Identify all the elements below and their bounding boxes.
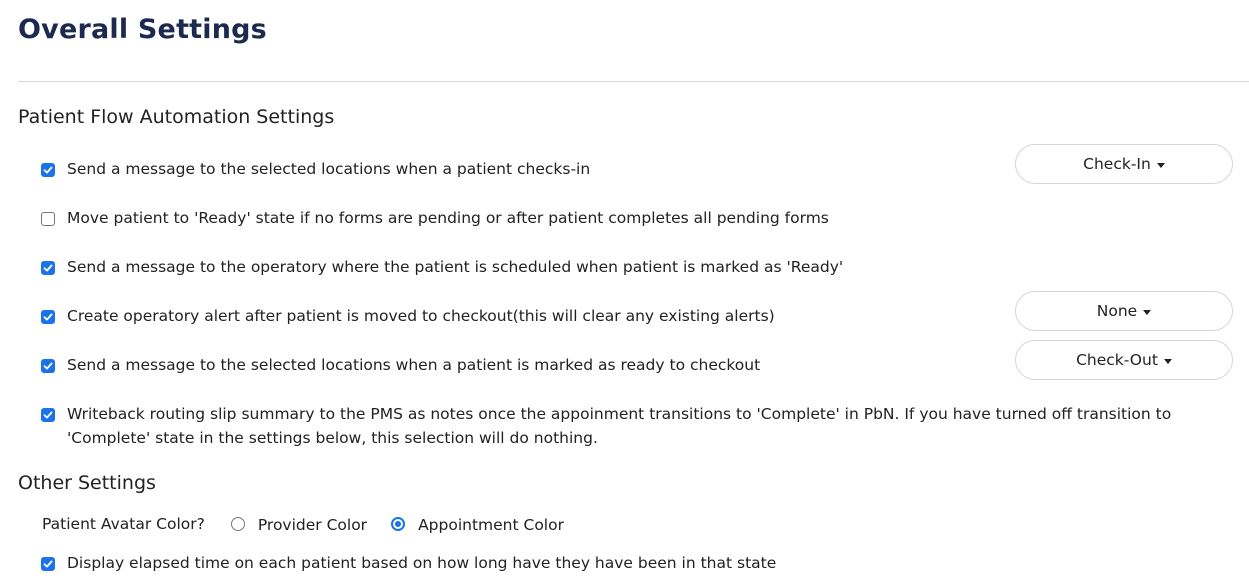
checkbox-move-to-ready[interactable]	[41, 212, 55, 226]
check-icon	[43, 410, 53, 420]
setting-row-checkout-message	[41, 357, 760, 377]
checkbox-operatory-alert[interactable]	[41, 310, 55, 324]
check-icon	[43, 361, 53, 371]
radio-provider-color-label[interactable]: Provider Color	[257, 516, 368, 534]
setting-label: Move patient to 'Ready' state if no forms are pending or after patient completes all pending forms	[67, 209, 829, 227]
section-title-other-settings: Other Settings	[18, 472, 156, 494]
caret-down-icon	[1157, 163, 1165, 168]
section-title-patient-flow: Patient Flow Automation Settings	[18, 106, 335, 128]
check-icon	[43, 312, 53, 322]
caret-down-icon	[1164, 359, 1172, 364]
checkbox-writeback-summary[interactable]	[41, 408, 55, 422]
radio-provider-color[interactable]	[231, 517, 245, 531]
setting-row-elapsed-time	[41, 555, 776, 575]
setting-row-ready-message	[41, 259, 843, 279]
dropdown-value: None	[1096, 302, 1138, 320]
checkbox-checkout-message[interactable]	[41, 359, 55, 373]
setting-row-writeback-summary	[41, 406, 1217, 450]
setting-label: Send a message to the operatory where the patient is scheduled when patient is marked as 'Ready'	[67, 258, 844, 276]
operatory-alert-dropdown[interactable]	[1015, 291, 1233, 331]
setting-label: Create operatory alert after patient is moved to checkout(this will clear any existing alerts)	[67, 307, 775, 325]
checkbox-checkin-message[interactable]	[41, 163, 55, 177]
setting-row-operatory-alert	[41, 308, 775, 328]
checkin-location-dropdown[interactable]	[1015, 144, 1233, 184]
check-icon	[43, 165, 53, 175]
page-title: Overall Settings	[18, 14, 267, 45]
dropdown-value: Check-Out	[1076, 351, 1158, 369]
check-icon	[43, 559, 53, 569]
radio-appointment-color-label[interactable]: Appointment Color	[418, 516, 564, 534]
caret-down-icon	[1143, 310, 1151, 315]
avatar-color-row	[42, 513, 564, 534]
setting-label: Send a message to the selected locations when a patient is marked as ready to checkout	[67, 356, 761, 374]
checkbox-ready-message[interactable]	[41, 261, 55, 275]
radio-appointment-color[interactable]	[391, 517, 405, 531]
setting-row-move-to-ready	[41, 210, 829, 230]
checkbox-elapsed-time[interactable]	[41, 557, 55, 571]
divider	[18, 81, 1249, 82]
setting-label: Writeback routing slip summary to the PMS as notes once the appoinment transitions to 'Complete' in PbN. If you have turned off transition to 'Complete' state in the settings below, this selection will do nothing.	[67, 405, 1172, 447]
check-icon	[43, 263, 53, 273]
checkout-location-dropdown[interactable]	[1015, 340, 1233, 380]
setting-label: Display elapsed time on each patient based on how long have they have been in that state	[67, 554, 777, 572]
setting-row-checkin-message	[41, 161, 590, 181]
setting-label: Send a message to the selected locations when a patient checks-in	[67, 160, 591, 178]
dropdown-value: Check-In	[1083, 155, 1151, 173]
avatar-color-label: Patient Avatar Color?	[42, 514, 205, 533]
